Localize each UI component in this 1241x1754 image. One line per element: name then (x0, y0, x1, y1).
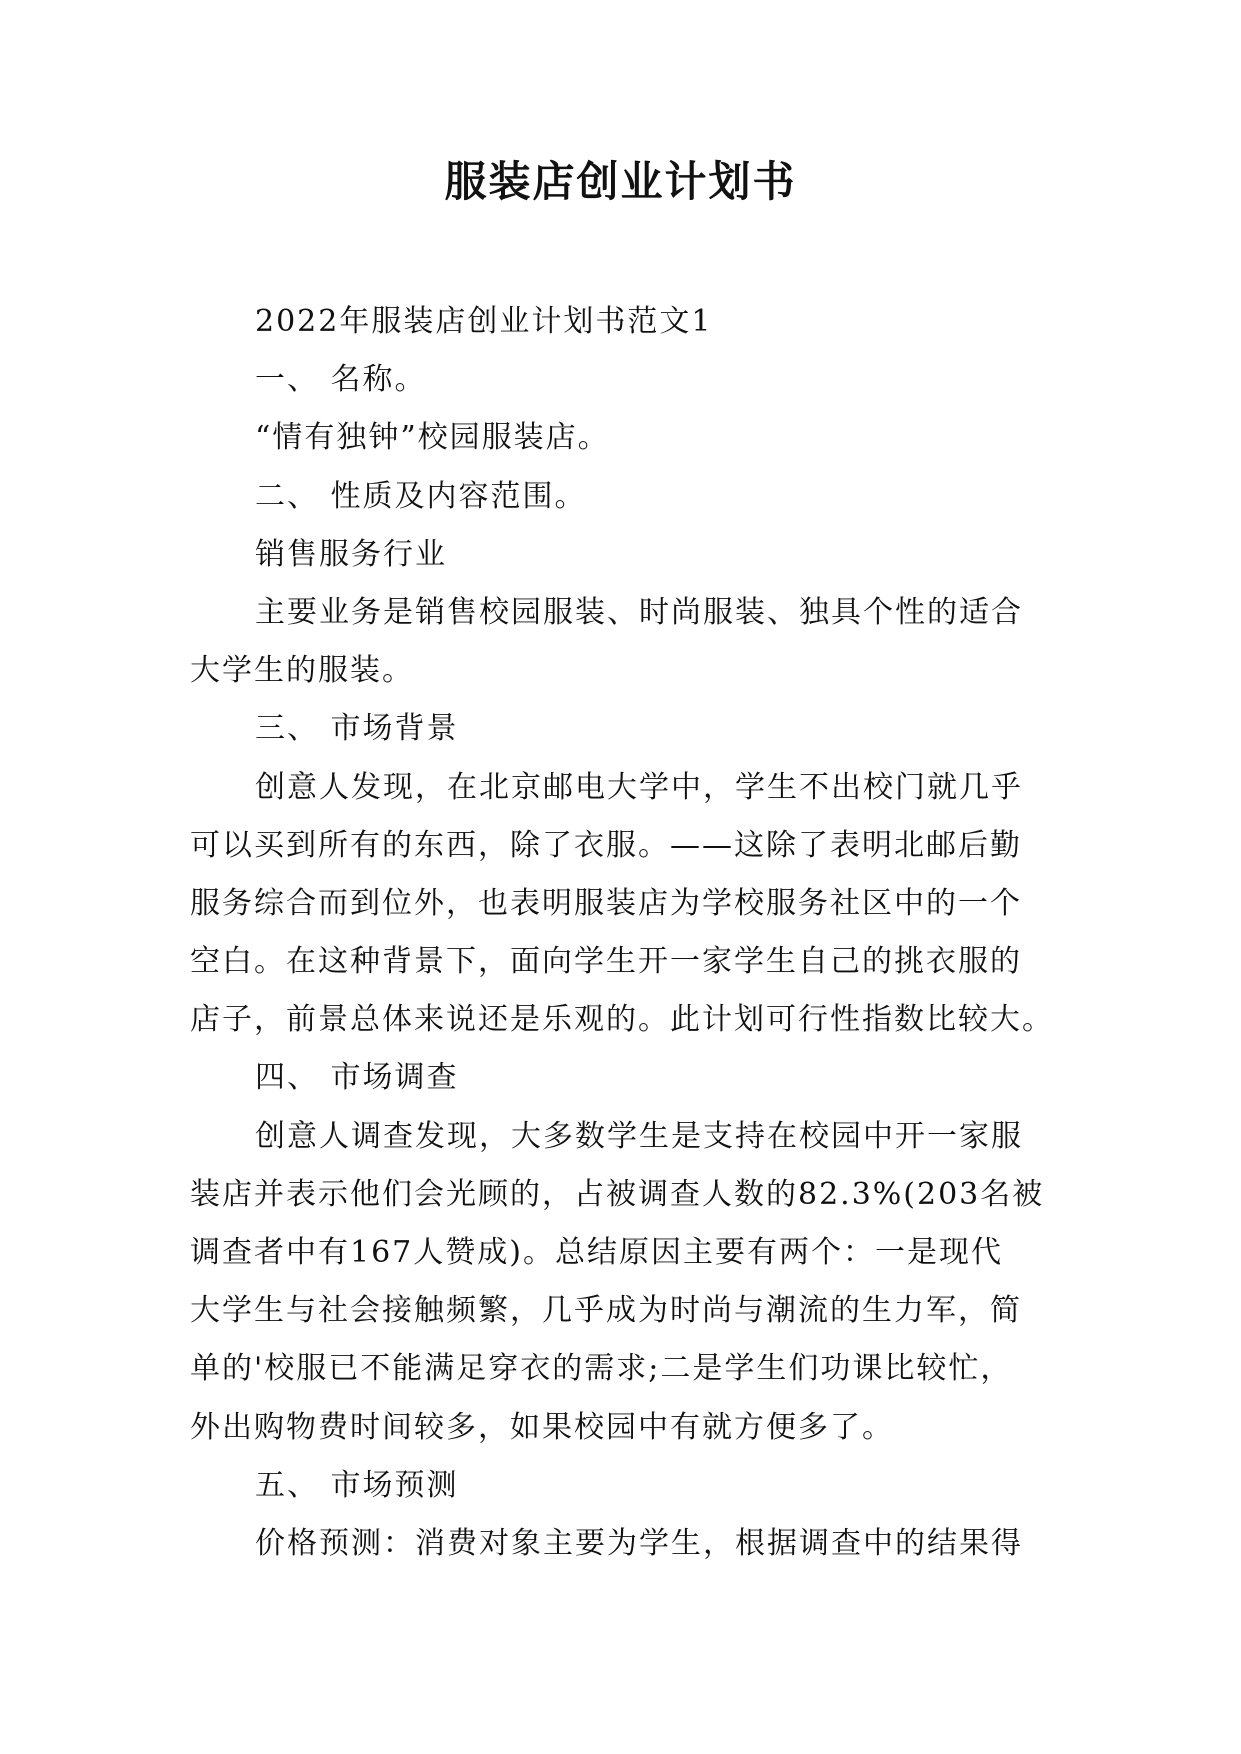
paragraph-line: 外出购物费时间较多，如果校园中有就方便多了。 (190, 1409, 894, 1445)
paragraph-line: 销售服务行业 (255, 536, 447, 572)
section-heading-forecast (190, 1457, 1050, 1515)
paragraph-industry (190, 526, 1050, 584)
paragraph-line: 空白。在这种背景下，面向学生开一家学生自己的挑衣服的 (190, 944, 1022, 980)
paragraph-line: 价格预测：消费对象主要为学生，根据调查中的结果得 (255, 1525, 1023, 1561)
paragraph-heading-sample (190, 293, 1050, 351)
paragraph-line: 装店并表示他们会光顾的，占被调查人数的82.3%(203名被 (190, 1176, 1045, 1212)
paragraph-line: 大学生的服装。 (190, 653, 414, 689)
section-heading-nature (190, 468, 1050, 526)
section-heading-name (190, 351, 1050, 409)
section-heading-background (190, 700, 1050, 758)
paragraph-line: 创意人调查发现，大多数学生是支持在校园中开一家服 (255, 1118, 1023, 1154)
paragraph-line: 调查者中有167人赞成)。总结原因主要有两个：一是现代 (190, 1235, 1003, 1270)
paragraph-line: 大学生与社会接触频繁，几乎成为时尚与潮流的生力军，简 (190, 1293, 1022, 1329)
paragraph-line: 二、 性质及内容范围。 (255, 478, 587, 514)
document-title: 服装店创业计划书 (444, 157, 797, 206)
paragraph-line: 创意人发现，在北京邮电大学中，学生不出校门就几乎 (255, 769, 1023, 805)
paragraph-line: 五、 市场预测 (255, 1467, 459, 1503)
section-heading-survey (190, 1049, 1050, 1107)
paragraph-line: 一、 名称。 (255, 362, 427, 398)
paragraph-store-name (190, 409, 1050, 467)
paragraph-line: 单的'校服已不能满足穿衣的需求;二是学生们功课比较忙， (190, 1351, 1013, 1387)
paragraph-line: 服务综合而到位外，也表明服装店为学校服务社区中的一个 (190, 885, 1022, 921)
document-body (190, 293, 1054, 1573)
paragraph-background (190, 759, 1054, 1050)
paragraph-line: “情有独钟”校园服装店。 (255, 420, 610, 456)
paragraph-line: 2022年服装店创业计划书范文1 (255, 304, 713, 339)
paragraph-line: 主要业务是销售校园服装、时尚服装、独具个性的适合 (255, 594, 1023, 630)
paragraph-price-forecast (190, 1515, 1050, 1573)
paragraph-survey (190, 1108, 1050, 1457)
paragraph-main-business (190, 584, 1050, 700)
paragraph-line: 店子，前景总体来说还是乐观的。此计划可行性指数比较大。 (190, 1002, 1054, 1038)
paragraph-line: 三、 市场背景 (255, 711, 459, 747)
paragraph-line: 四、 市场调查 (255, 1060, 459, 1096)
paragraph-line: 可以买到所有的东西，除了衣服。——这除了表明北邮后勤 (190, 827, 1022, 863)
